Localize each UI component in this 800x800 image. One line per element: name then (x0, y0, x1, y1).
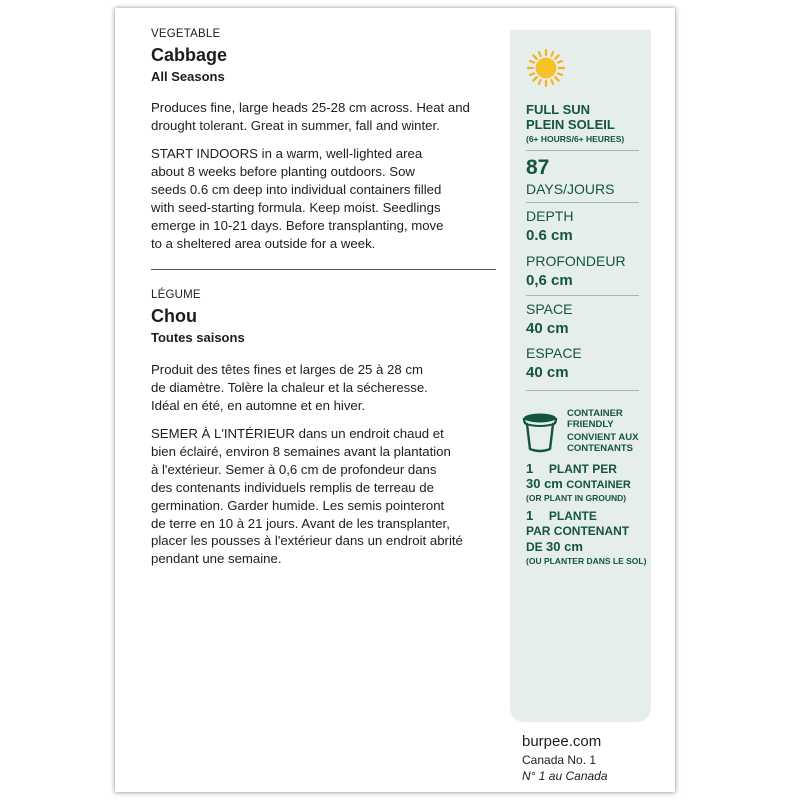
depth-value-fr: 0,6 cm (526, 272, 573, 289)
grade-en: Canada No. 1 (522, 753, 597, 767)
growing-info-panel (510, 30, 651, 722)
container-pot-icon (520, 411, 560, 453)
seed-packet-back (115, 8, 675, 792)
space-label: SPACE (526, 301, 573, 317)
instructions-fr: SEMER À L'INTÉRIEUR dans un endroit chaud et bien éclairé, environ 8 semaines avant la plantation à l'extérieur. Semer à 0,6 cm de profondeur dans des contenants individuels remplis de terreau de germination. Garder humide. Les semis pointeront de terre en 10 à 21 jours. Avant de les transplanter, placer les pousses à l'extérieur dans un endroit abrité pendant une semaine. (151, 426, 463, 567)
panel-divider (526, 150, 639, 151)
section-divider (151, 269, 496, 270)
sun-icon (526, 48, 566, 88)
sun-label-fr: PLEIN SOLEIL (526, 117, 615, 132)
container-friendly-fr: CONVIENT AUX CONTENANTS (567, 432, 639, 454)
container-size-en: 30 cm CONTAINER (526, 476, 631, 491)
space-value-fr: 40 cm (526, 364, 569, 381)
instructions-en: START INDOORS in a warm, well-lighted area about 8 weeks before planting outdoors. Sow seeds 0.6 cm deep into individual containers filled with seed-starting formula. Keep moist. Seedlings emerge in 10-21 days. Before transplanting, move to a sheltered area outside for a week. (151, 146, 444, 251)
container-size-fr: DE 30 cm (526, 539, 583, 554)
description-fr: Produit des têtes fines et larges de 25 à 28 cm de diamètre. Tolère la chaleur et la sécheresse. Idéal en été, en automne et en hiver. (151, 362, 428, 413)
depth-value: 0.6 cm (526, 227, 573, 244)
plant-note-en: (OR PLANT IN GROUND) (526, 493, 627, 503)
plant-name-en: Cabbage (151, 45, 228, 65)
depth-label: DEPTH (526, 208, 574, 224)
depth-label-fr: PROFONDEUR (526, 253, 626, 269)
container-friendly-en: CONTAINER FRIENDLY (567, 408, 623, 430)
panel-divider (526, 202, 639, 203)
space-value: 40 cm (526, 320, 569, 337)
space-label-fr: ESPACE (526, 345, 582, 361)
sun-hours: (6+ HOURS/6+ HEURES) (526, 134, 625, 144)
plant-name-fr: Chou (151, 306, 197, 326)
plants-per-container-fr: 1 PLANTE (526, 508, 597, 523)
variety-en: All Seasons (151, 69, 225, 84)
days-to-maturity: 87 (526, 156, 550, 179)
grade-fr: N° 1 au Canada (522, 769, 608, 783)
panel-divider (526, 295, 639, 296)
website-link[interactable]: burpee.com (522, 733, 602, 750)
plant-fr-line2: PAR CONTENANT (526, 524, 630, 538)
panel-divider (526, 390, 639, 391)
description-en: Produces fine, large heads 25-28 cm across. Heat and drought tolerant. Great in summer, fall and winter. (151, 100, 470, 133)
category-fr: LÉGUME (151, 289, 201, 301)
variety-fr: Toutes saisons (151, 330, 245, 345)
plants-per-container-en: 1 PLANT PER (526, 461, 617, 476)
sun-label-en: FULL SUN (526, 102, 591, 117)
plant-note-fr: (OU PLANTER DANS LE SOL) (526, 556, 647, 566)
days-label: DAYS/JOURS (526, 181, 615, 197)
category-en: VEGETABLE (151, 28, 221, 40)
